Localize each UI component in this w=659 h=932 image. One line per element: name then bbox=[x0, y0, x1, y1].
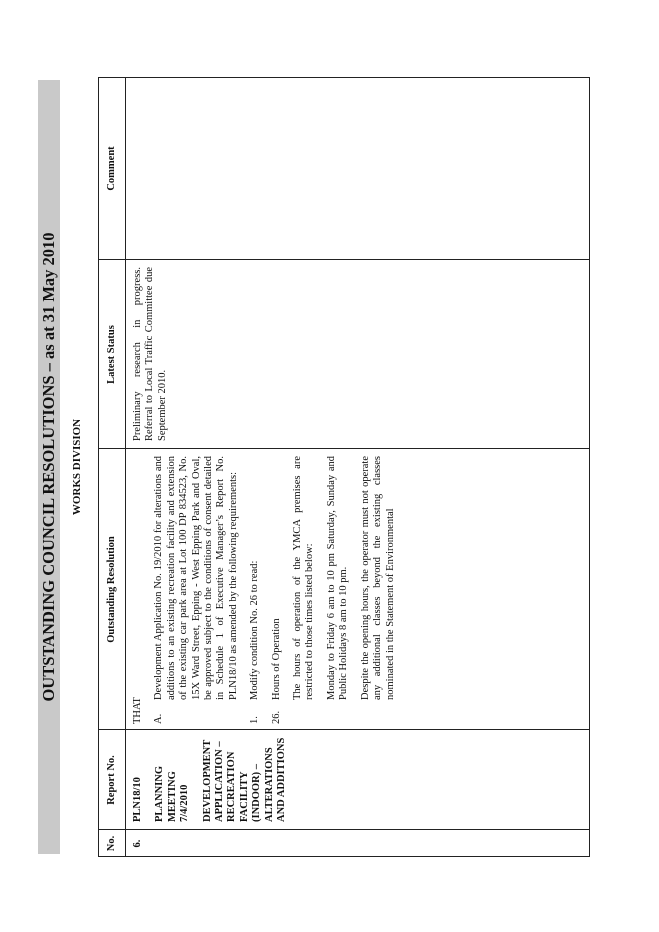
resolution-intro: THAT bbox=[132, 697, 143, 724]
item-a-text: Development Application No. 19/2010 for alterations and additions to an existing recreation facility and extension of the existing car park area at Lot 100 DP 834523, No. 15X Ward Street, Epping - West Epping Park and Oval, be approved subject to the conditions of consent detailed in Schedule 1 of Executive Manager’s Report No. PLN18/10 as amended by the following requirements: bbox=[153, 456, 239, 700]
column-divider bbox=[98, 448, 590, 449]
item-a-label: A. bbox=[153, 713, 165, 724]
header-comment: Comment bbox=[106, 146, 117, 191]
resolutions-table bbox=[98, 77, 590, 857]
page-title: OUTSTANDING COUNCIL RESOLUTIONS – as at 31 May 2010 bbox=[39, 232, 58, 702]
column-divider bbox=[98, 829, 590, 830]
header-no: No. bbox=[106, 835, 117, 852]
latest-status-text: Preliminary research in progress. Referral to Local Traffic Committee due September 2010. bbox=[132, 267, 168, 441]
list-item bbox=[271, 456, 283, 724]
resolution-paragraph: Monday to Friday 6 am to 10 pm Saturday, Sunday and Public Holidays 8 am to 10 pm. bbox=[325, 456, 350, 700]
resolution-paragraph: Despite the opening hours, the operator must not operate any additional classes beyond the existing classes nominated in the Statement of Environmental bbox=[359, 456, 396, 700]
row-number: 6. bbox=[132, 839, 143, 848]
list-item bbox=[153, 456, 240, 724]
column-divider bbox=[98, 729, 590, 730]
item-1-label: 1. bbox=[249, 716, 261, 724]
header-report-no: Report No. bbox=[106, 755, 117, 805]
division-heading: WORKS DIVISION bbox=[71, 418, 83, 516]
resolution-paragraph: The hours of operation of the YMCA premises are restricted to those times listed below: bbox=[292, 456, 316, 700]
meeting-name: PLANNING MEETING 7/4/2010 bbox=[154, 765, 191, 822]
resolution-cell bbox=[132, 456, 397, 724]
item-26-text: Hours of Operation bbox=[270, 618, 282, 700]
report-no: PLN18/10 bbox=[132, 777, 143, 822]
resolutions-table-frame bbox=[98, 77, 590, 857]
item-1-text: Modify condition No. 26 to read: bbox=[249, 560, 261, 700]
header-outstanding-resolution: Outstanding Resolution bbox=[106, 536, 117, 643]
item-26-label: 26. bbox=[270, 710, 282, 724]
list-item bbox=[249, 456, 261, 724]
header-divider bbox=[125, 77, 126, 857]
header-latest-status: Latest Status bbox=[106, 325, 117, 384]
report-subject: DEVELOPMENT APPLICATION – RECREATION FACILITY (INDOOR) – ALTERATIONS AND ADDITIONS bbox=[201, 737, 288, 822]
report-cell bbox=[132, 734, 298, 822]
column-divider bbox=[98, 259, 590, 260]
